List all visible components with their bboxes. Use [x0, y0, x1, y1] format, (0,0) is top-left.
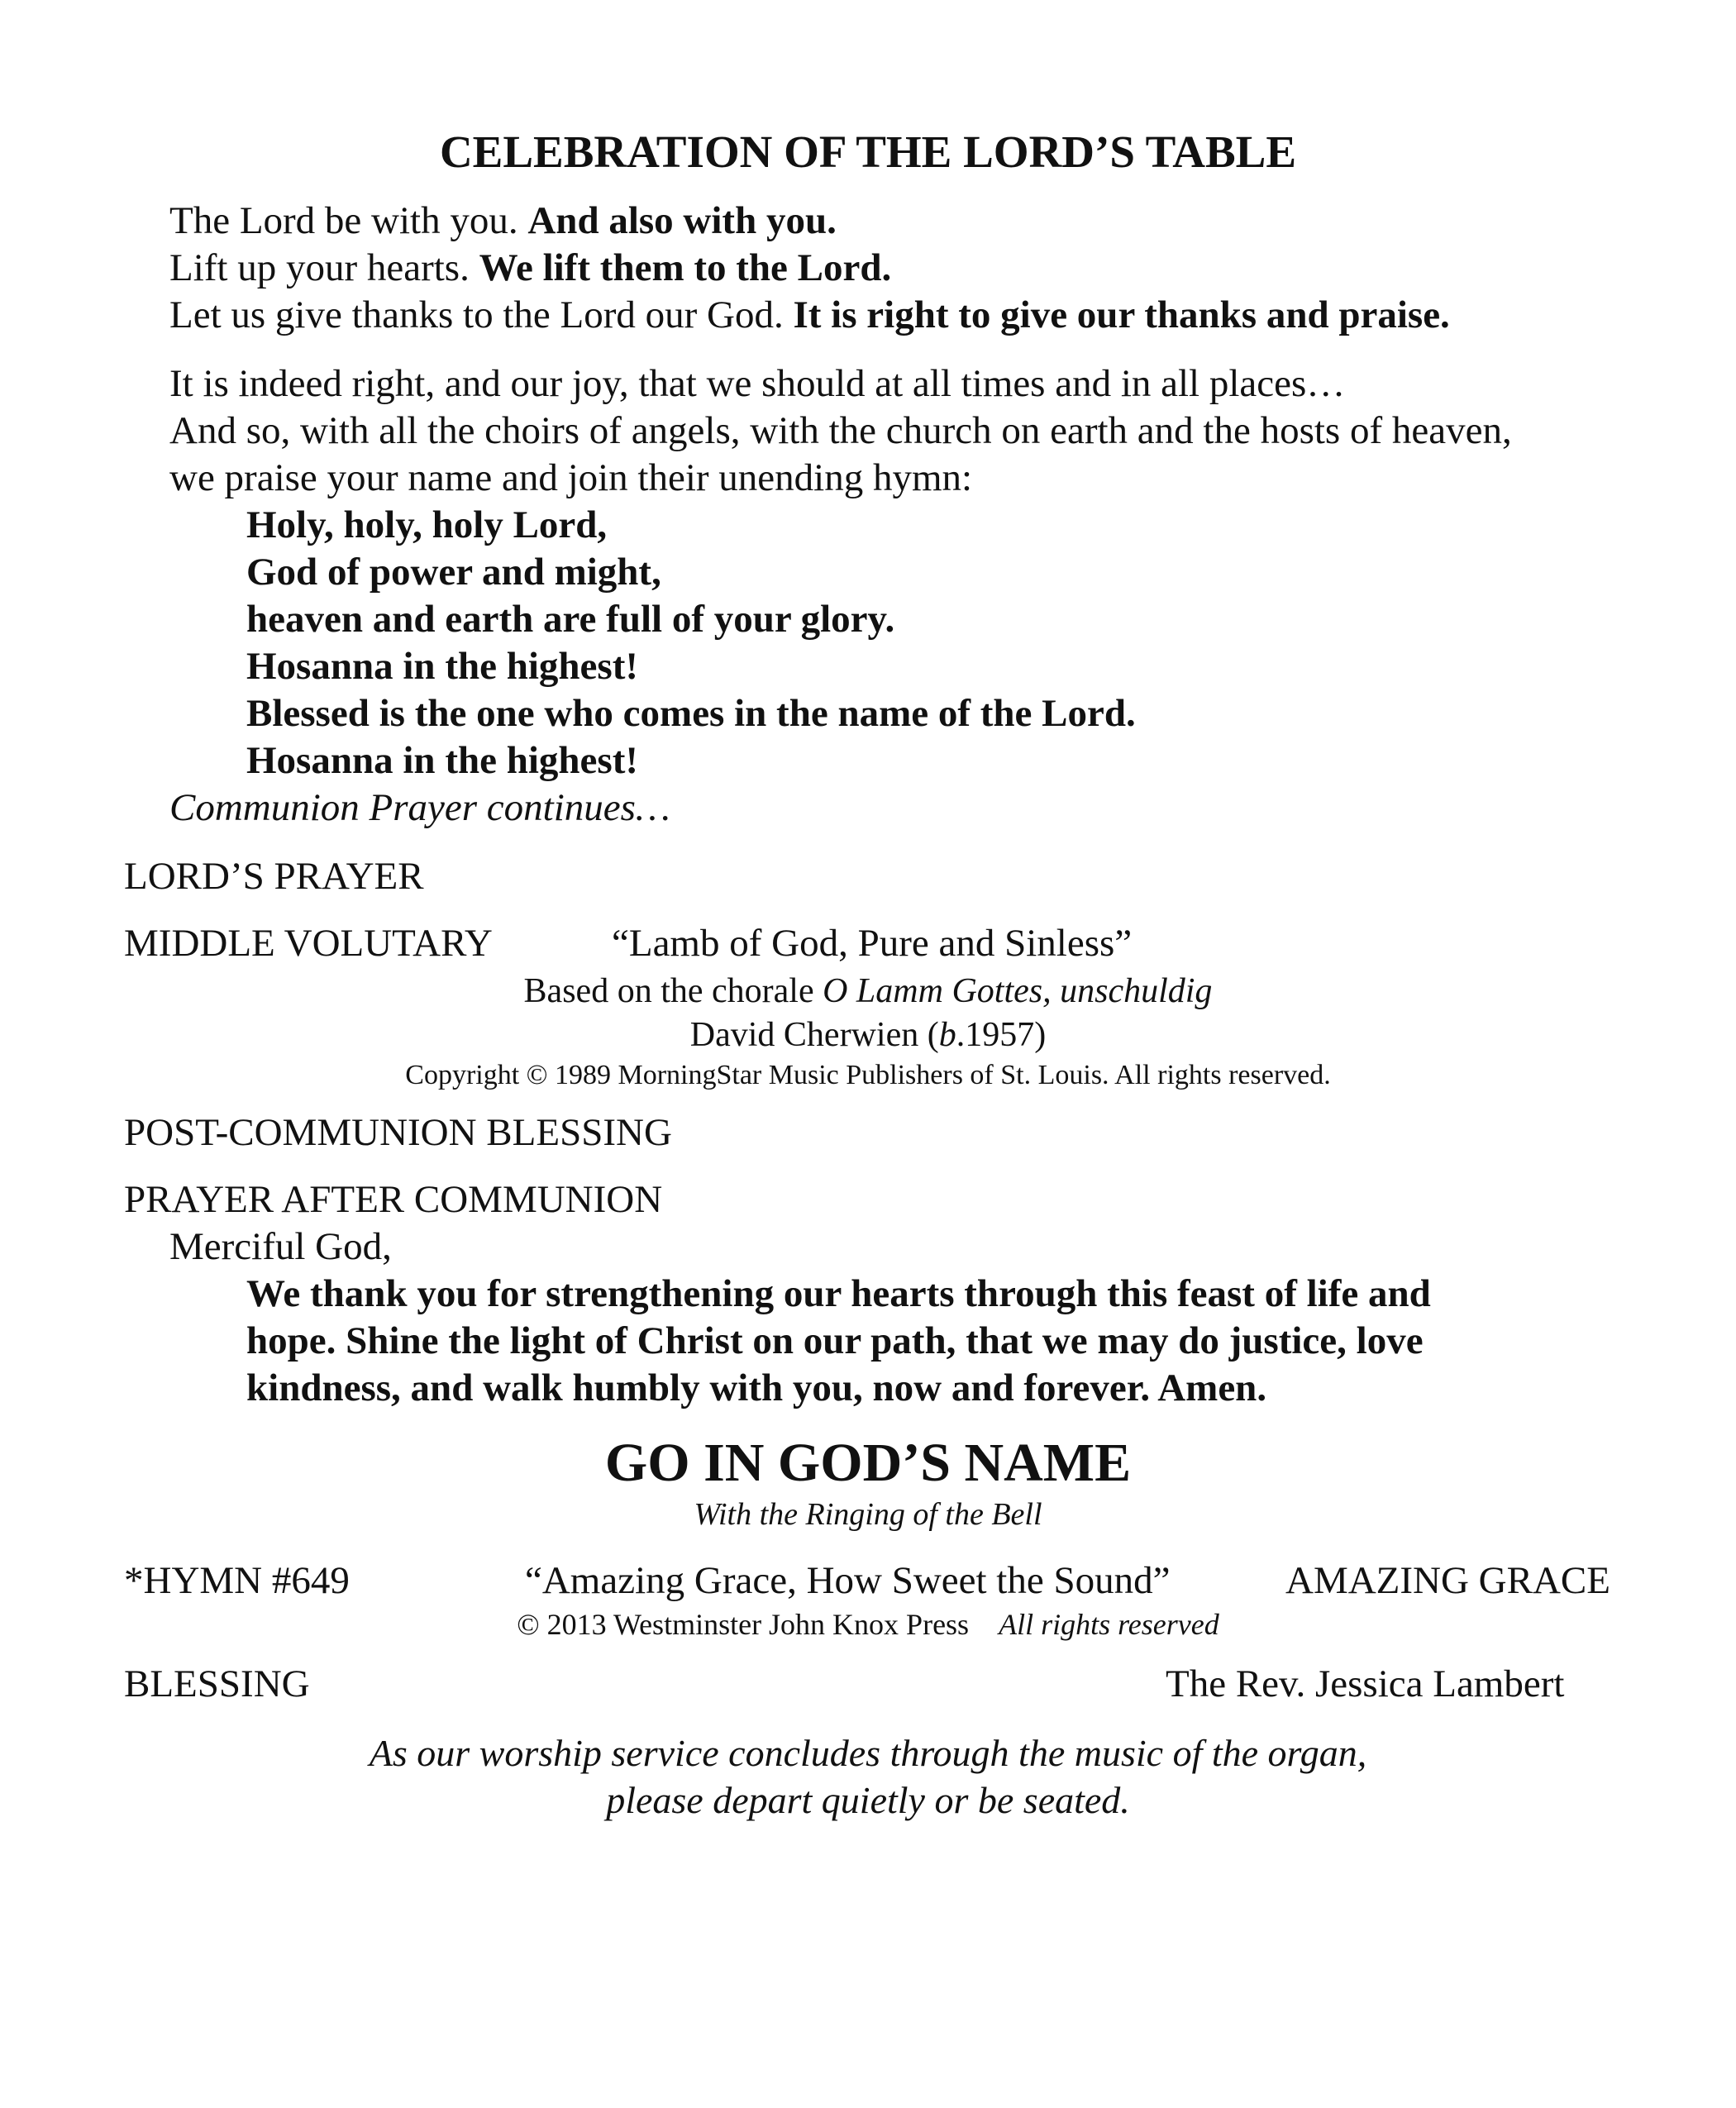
post-communion-blessing-heading: POST-COMMUNION BLESSING — [124, 1111, 672, 1154]
preface-line: we praise your name and join their unending hymn: — [169, 456, 973, 499]
sanctus-line: Hosanna in the highest! — [246, 645, 639, 688]
chorale-note — [0, 971, 1736, 1011]
hymn-copyright — [0, 1608, 1736, 1642]
sanctus-line: Hosanna in the highest! — [246, 739, 639, 782]
lords-prayer-heading: LORD’S PRAYER — [124, 855, 424, 898]
hymn-title: “Amazing Grace, How Sweet the Sound” — [525, 1559, 1171, 1602]
hymn-rights: All rights reserved — [999, 1608, 1219, 1641]
blessing-officiant: The Rev. Jessica Lambert — [1166, 1662, 1565, 1705]
sanctus-line: heaven and earth are full of your glory. — [246, 598, 895, 641]
preface-line: And so, with all the choirs of angels, with the church on earth and the hosts of heaven, — [169, 409, 1512, 452]
composer-name: David Cherwien ( — [689, 1016, 939, 1054]
blessing-heading: BLESSING — [124, 1662, 310, 1705]
leader-text: The Lord be with you. — [169, 199, 518, 242]
sanctus-line: Holy, holy, holy Lord, — [246, 503, 608, 546]
prayer-after-communion-heading: PRAYER AFTER COMMUNION — [124, 1178, 663, 1221]
dialogue-line — [169, 246, 891, 290]
communion-prayer-continues: Communion Prayer continues… — [169, 786, 670, 829]
dialogue-line — [169, 293, 1450, 337]
prayer-opening: Merciful God, — [169, 1225, 392, 1268]
section-title-go-in-gods-name: GO IN GOD’S NAME — [604, 1433, 1132, 1493]
chorale-prefix: Based on the chorale — [523, 972, 814, 1010]
hymn-label: *HYMN #649 — [124, 1559, 350, 1602]
people-response: And also with you. — [527, 199, 837, 242]
bell-subtitle: With the Ringing of the Bell — [694, 1497, 1042, 1532]
composer-born-abbrev: b — [938, 1016, 956, 1054]
dialogue-line — [169, 198, 837, 243]
sanctus-line: Blessed is the one who comes in the name of the Lord. — [246, 692, 1136, 735]
hymn-copyright-text: © 2013 Westminster John Knox Press — [517, 1608, 970, 1641]
middle-voluntary-title: “Lamb of God, Pure and Sinless” — [612, 922, 1133, 965]
leader-text: Lift up your hearts. — [169, 246, 470, 289]
section-title-lords-table: CELEBRATION OF THE LORD’S TABLE — [439, 126, 1297, 177]
chorale-name: O Lamm Gottes, unschuldig — [823, 972, 1213, 1010]
hymn-tune: AMAZING GRACE — [1285, 1559, 1610, 1602]
people-response: We lift them to the Lord. — [479, 246, 892, 289]
closing-note-line: please depart quietly or be seated. — [606, 1779, 1130, 1821]
closing-note-line: As our worship service concludes through the music of the organ, — [369, 1732, 1367, 1774]
people-response: It is right to give our thanks and praise. — [793, 293, 1450, 336]
preface-line: It is indeed right, and our joy, that we should at all times and in all places… — [169, 362, 1346, 405]
prayer-response-line: We thank you for strengthening our hearts through this feast of life and — [246, 1272, 1431, 1315]
middle-voluntary-label: MIDDLE VOLUTARY — [124, 922, 493, 965]
prayer-response-line: kindness, and walk humbly with you, now and forever. Amen. — [246, 1366, 1267, 1409]
composer-credit — [0, 1015, 1736, 1055]
voluntary-copyright: Copyright © 1989 MorningStar Music Publishers of St. Louis. All rights reserved. — [405, 1060, 1331, 1090]
prayer-response-line: hope. Shine the light of Christ on our path, that we may do justice, love — [246, 1319, 1424, 1362]
composer-year: .1957) — [956, 1016, 1047, 1054]
sanctus-line: God of power and might, — [246, 551, 661, 594]
leader-text: Let us give thanks to the Lord our God. — [169, 293, 784, 336]
